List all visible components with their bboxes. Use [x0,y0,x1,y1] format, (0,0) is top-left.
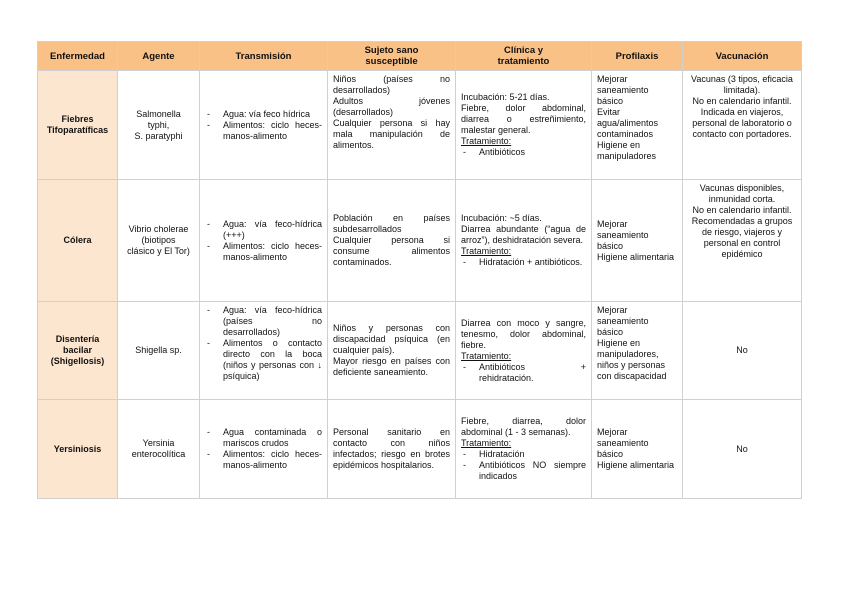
transmission-item: - Alimentos o contacto directo con la boca (niños y personas con ↓ psíquica) [205,338,322,382]
agent-name: Yersinia [142,438,175,448]
agent-name: clásico y El Tor) [127,246,190,256]
prophylaxis-text: Higiene alimentaria [597,460,675,470]
susceptible-cell [328,302,456,400]
susceptible-cell [328,71,456,180]
clinical-cell [456,302,592,400]
disease-cell [38,400,118,499]
prophylaxis-cell [592,302,683,400]
disease-name: (Shigellosis) [50,356,105,366]
clinical-text: Fiebre, dolor abdominal, diarrea o estreñimiento, malestar general. [461,103,586,135]
clinical-text: Fiebre, diarrea, dolor abdominal (1 - 3 semanas). [461,416,586,437]
header-vacunacion: Vacunación [683,42,802,71]
transmission-item: - Alimentos: ciclo heces-manos-alimento [205,449,322,471]
agent-name: Salmonella [136,108,181,119]
prophylaxis-text: Evitar agua/alimentos contaminados [597,107,659,139]
agent-cell [118,180,200,302]
agent-name: Vibrio cholerae [128,224,189,234]
treatment-item: - Hidratación [461,449,586,460]
agent-name: enterocolítica [131,449,186,459]
prophylaxis-cell [592,400,683,499]
clinical-text: Diarrea con moco y sangre, tenesmo, dolor abdominal, fiebre. [461,317,586,350]
agent-name: Shigella sp. [135,345,182,355]
vaccination-text: No en calendario infantil. [692,96,792,106]
prophylaxis-text: Mejorar saneamiento básico [597,218,649,251]
prophylaxis-text: Mejorar saneamiento básico [597,305,649,337]
header-sujeto-line1: Sujeto sano [364,45,419,56]
susceptible-text: Niños (países no desarrollados) [333,74,450,95]
susceptible-cell [328,180,456,302]
header-sujeto [328,42,456,71]
vaccination-cell [683,400,802,499]
header-clinica-line2: tratamiento [497,56,550,67]
susceptible-text: Población en países subdesarrollados [333,213,450,234]
table-row [38,400,802,499]
susceptible-text: Personal sanitario en contacto con niños infectados; riesgo en brotes epidémicos hospitalarios. [333,427,450,470]
transmission-cell [200,400,328,499]
susceptible-text: Adultos jóvenes (desarrollados) [333,96,450,117]
table-row [38,302,802,400]
clinical-cell [456,400,592,499]
treatment-item: - Hidratación + antibióticos. [461,257,586,268]
clinical-text: Diarrea abundante (“agua de arroz”), deshidratación severa. [461,224,586,245]
header-profilaxis: Profilaxis [592,42,683,71]
vaccination-text: Vacunas (3 tipos, eficacia limitada). [691,74,793,95]
treatment-label: Tratamiento: [461,438,512,448]
disease-name: Disentería [55,334,100,344]
treatment-item: - Antibióticos [461,147,586,158]
susceptible-text: Cualquier persona si consume alimentos contaminados. [333,235,450,267]
transmission-cell [200,180,328,302]
agent-name: S. paratyphi [134,130,183,141]
susceptible-text: Niños y personas con discapacidad psíquica (en cualquier país). [333,323,450,355]
header-row [38,42,802,71]
disease-cell [38,180,118,302]
treatment-label: Tratamiento: [461,136,512,146]
prophylaxis-cell [592,180,683,302]
transmission-item: - Alimentos: ciclo heces-manos-alimento [205,241,322,263]
transmission-item: - Agua: vía feco hídrica [205,109,322,120]
treatment-label: Tratamiento: [461,246,512,256]
treatment-item: - Antibióticos + rehidratación. [461,362,586,384]
agent-name: (biotipos [141,235,176,245]
prophylaxis-text: Mejorar saneamiento básico [597,74,649,106]
clinical-text: Incubación: ~5 días. [461,213,542,223]
clinical-cell [456,180,592,302]
transmission-cell [200,71,328,180]
header-agente: Agente [118,42,200,71]
transmission-cell [200,302,328,400]
prophylaxis-text: Higiene en manipuladores, niños y personas con discapacidad [597,338,667,381]
transmission-item: - Agua: vía feco-hídrica (países no desarrollados) [205,305,322,338]
agent-cell [118,71,200,180]
transmission-item: - Alimentos: ciclo heces-manos-alimento [205,120,322,142]
vaccination-text: Indicada en viajeros, personal de laboratorio o contacto con portadores. [692,107,792,139]
vaccination-cell [683,180,802,302]
treatment-label: Tratamiento: [461,350,512,361]
transmission-item: - Agua: vía feco-hídrica (+++) [205,219,322,241]
transmission-item: - Agua contaminada o mariscos crudos [205,427,322,449]
disease-name: Tifoparatíficas [46,125,109,135]
treatment-item: - Antibióticos NO siempre indicados [461,460,586,482]
header-transmision: Transmisión [200,42,328,71]
table-row [38,180,802,302]
vaccination-text: No [736,443,748,454]
disease-name: bacilar [62,345,93,355]
vaccination-text: No en calendario infantil. [692,205,792,215]
disease-name: Fiebres [61,114,94,124]
header-clinica-line1: Clínica y [503,45,544,56]
susceptible-text: Mayor riesgo en países con deficiente saneamiento. [333,356,450,377]
agent-cell [118,302,200,400]
clinical-text: Incubación: 5-21 días. [461,92,550,102]
header-enfermedad: Enfermedad [38,42,118,71]
prophylaxis-text: Higiene alimentaria [597,251,675,262]
disease-name: Cólera [63,235,92,245]
vaccination-cell [683,71,802,180]
agent-cell [118,400,200,499]
disease-cell [38,302,118,400]
header-sujeto-line2: susceptible [365,56,418,67]
table-row [38,71,802,180]
vaccination-text: Recomendadas a grupos de riesgo, viajeros y personal en control epidémico [691,216,793,259]
vaccination-text: Vacunas disponibles, inmunidad corta. [699,183,785,204]
prophylaxis-cell [592,71,683,180]
clinical-cell [456,71,592,180]
susceptible-text: Cualquier persona si hay mala manipulación de alimentos. [333,118,450,150]
prophylaxis-text: Higiene en manipuladores [597,140,657,161]
susceptible-cell [328,400,456,499]
agent-name: typhi, [147,119,170,130]
diseases-table [37,41,802,499]
vaccination-text: No [736,345,748,355]
disease-name: Yersiniosis [53,443,102,454]
vaccination-cell [683,302,802,400]
header-clinica [456,42,592,71]
prophylaxis-text: Mejorar saneamiento básico [597,427,649,459]
disease-cell [38,71,118,180]
